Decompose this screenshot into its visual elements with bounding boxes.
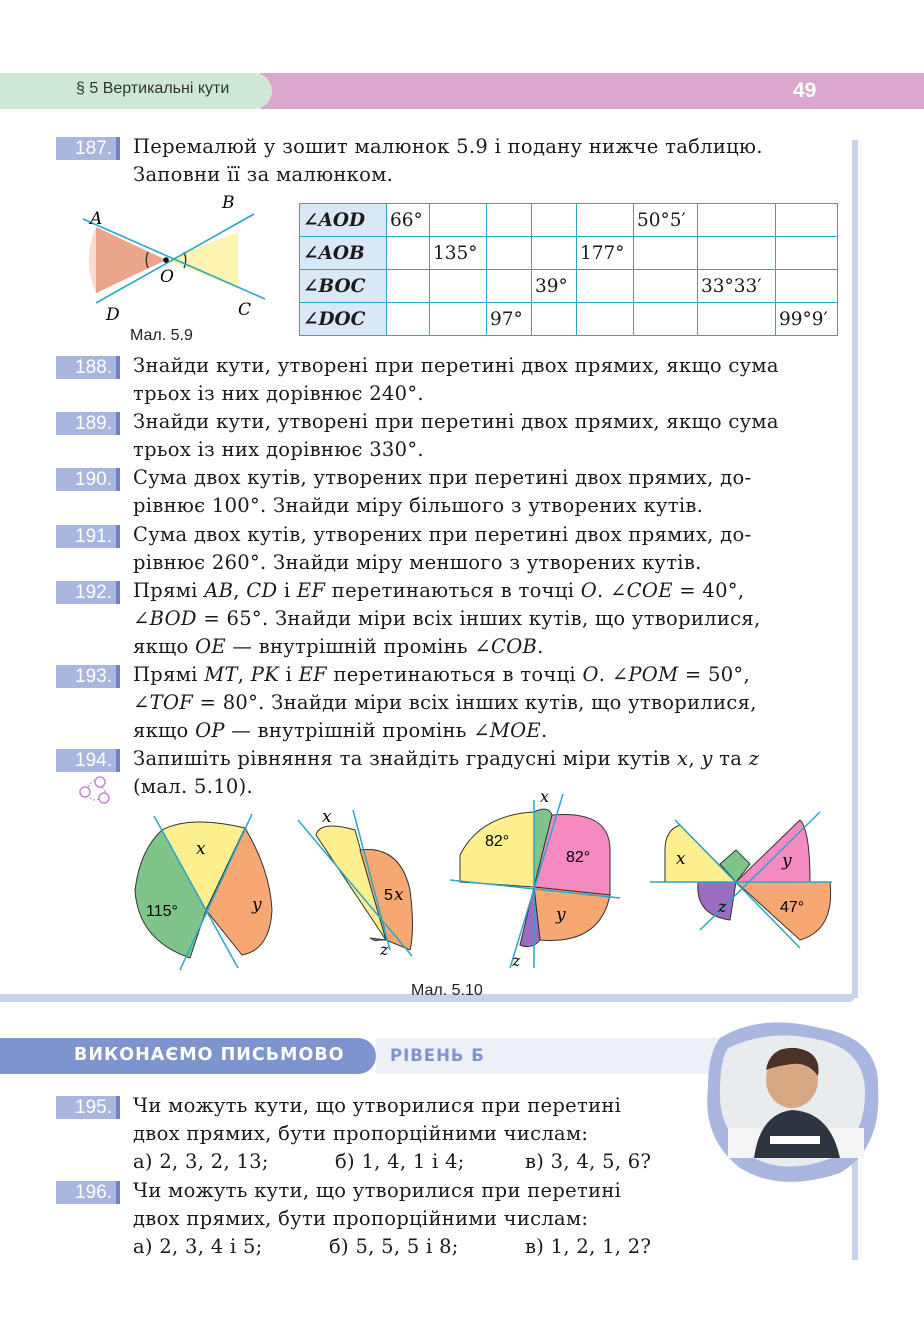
svg-text:z: z xyxy=(380,940,389,959)
angle-aod-glow xyxy=(89,227,166,293)
table-cell xyxy=(577,204,634,237)
svg-text:x: x xyxy=(540,790,550,806)
table-row xyxy=(300,204,838,237)
exercise-195-text: Чи можуть кути, що утворилися при перетині двох прямих, бути пропорційними числам: а) 2, 3, 2, 13; б) 1, 4, 1 і 4; в) 3, 4, 5, 6? xyxy=(133,1094,652,1173)
svg-text:115°: 115° xyxy=(146,903,178,920)
table-cell: 33°33′ xyxy=(698,270,776,303)
table-cell xyxy=(698,303,776,336)
exercise-192-text: Прямі AB, CD і EF перетинаються в точці O. ∠COE = 40°, ∠BOD = 65°. Знайди міри всіх інших кутів, що утворилися, якщо OE — внутрішній промінь ∠COB. xyxy=(133,579,761,658)
svg-text:47°: 47° xyxy=(780,899,805,916)
table-cell xyxy=(430,204,487,237)
figure-caption: Мал. 5.9 xyxy=(130,327,193,344)
table-cell xyxy=(430,303,487,336)
point-o xyxy=(163,257,169,263)
exercise-number: 188. xyxy=(56,356,120,379)
exercise-number: 195. xyxy=(56,1096,120,1119)
angles-table xyxy=(299,203,838,336)
group-work-icon xyxy=(76,774,114,806)
exercise-191-text: Сума двох кутів, утворених при перетині двох прямих, до- рівнює 260°. Знайди міру меншого з утворених кутів. xyxy=(133,523,752,574)
table-cell xyxy=(387,237,430,270)
section-title: ВИКОНАЄМО ПИСЬМОВО xyxy=(74,1045,345,1065)
exercise-number: 192. xyxy=(56,581,120,604)
table-cell xyxy=(387,303,430,336)
exercise-190-text: Сума двох кутів, утворених при перетині двох прямих, до- рівнює 100°. Знайди міру більшого з утворених кутів. xyxy=(133,466,752,517)
figure-5-10 xyxy=(120,790,840,980)
svg-text:y: y xyxy=(556,905,566,925)
figure-5-9 xyxy=(78,192,278,327)
svg-text:5: 5 xyxy=(384,887,393,904)
label-a: A xyxy=(90,209,103,229)
table-cell: 177° xyxy=(577,237,634,270)
table-cell xyxy=(532,303,577,336)
label-b: B xyxy=(222,193,235,213)
table-cell xyxy=(487,237,532,270)
frame-right xyxy=(852,140,858,998)
table-cell: 66° xyxy=(387,204,430,237)
table-cell xyxy=(487,204,532,237)
table-cell: ∠DOC xyxy=(300,303,387,336)
table-cell: 39° xyxy=(532,270,577,303)
page-number: 49 xyxy=(793,79,817,102)
svg-text:y: y xyxy=(782,851,792,871)
table-cell: 97° xyxy=(487,303,532,336)
table-cell xyxy=(577,303,634,336)
label-o: O xyxy=(160,267,174,287)
svg-text:82°: 82° xyxy=(566,849,591,866)
table-cell: 99°9′ xyxy=(776,303,838,336)
table-cell: ∠AOD xyxy=(300,204,387,237)
table-cell: 135° xyxy=(430,237,487,270)
table-cell xyxy=(532,204,577,237)
svg-text:x: x xyxy=(322,807,332,827)
section-title: § 5 Вертикальні кути xyxy=(76,80,230,97)
student-photo xyxy=(700,1018,882,1186)
table-cell xyxy=(634,237,698,270)
table-cell xyxy=(387,270,430,303)
level-title: РІВЕНЬ Б xyxy=(390,1046,485,1065)
svg-text:z: z xyxy=(512,951,521,970)
svg-text:x: x xyxy=(394,885,404,905)
exercise-number: 191. xyxy=(56,525,120,548)
figure-5-10-a xyxy=(135,814,272,970)
figure-5-10-b xyxy=(298,807,413,959)
exercise-193-text: Прямі MT, PK і EF перетинаються в точці O. ∠POM = 50°, ∠TOF = 80°. Знайди міри всіх інших кутів, що утворилися, якщо OP — внутрішній промінь ∠MOE. xyxy=(133,663,757,742)
exercise-188-text: Знайди кути, утворені при перетині двох прямих, якщо сума трьох із них дорівнює 240°. xyxy=(133,354,779,405)
figure-5-10-c xyxy=(450,790,620,970)
table-cell xyxy=(532,237,577,270)
table-row xyxy=(300,270,838,303)
table-cell xyxy=(577,270,634,303)
table-cell xyxy=(634,270,698,303)
table-cell: 50°5′ xyxy=(634,204,698,237)
table-row xyxy=(300,237,838,270)
exercise-number: 194. xyxy=(56,749,120,772)
table-cell xyxy=(776,270,838,303)
exercise-number: 187. xyxy=(56,137,120,160)
table-cell xyxy=(698,204,776,237)
exercise-number: 189. xyxy=(56,412,120,435)
label-d: D xyxy=(106,305,120,325)
figure-5-10-d xyxy=(650,812,832,948)
exercise-number: 196. xyxy=(56,1181,120,1204)
table-cell xyxy=(776,204,838,237)
svg-text:y: y xyxy=(252,895,262,915)
svg-text:x: x xyxy=(196,839,206,859)
svg-text:x: x xyxy=(676,849,686,869)
table-cell xyxy=(487,270,532,303)
header-bar xyxy=(260,73,924,109)
table-cell xyxy=(634,303,698,336)
exercise-number: 190. xyxy=(56,468,120,491)
table-row xyxy=(300,303,838,336)
exercise-187-text: Перемалюй у зошит малюнок 5.9 і подану нижче таблицю. Заповни її за малюнком. xyxy=(133,135,763,186)
exercise-number: 193. xyxy=(56,665,120,688)
exercise-196-text: Чи можуть кути, що утворилися при перетині двох прямих, бути пропорційними числам: а) 2, 3, 4 і 5; б) 5, 5, 5 і 8; в) 1, 2, 1, 2? xyxy=(133,1179,652,1258)
table-cell xyxy=(698,237,776,270)
table-cell xyxy=(776,237,838,270)
svg-text:z: z xyxy=(718,897,727,916)
label-c: C xyxy=(238,300,252,320)
exercise-189-text: Знайди кути, утворені при перетині двох прямих, якщо сума трьох із них дорівнює 330°. xyxy=(133,410,779,461)
table-cell: ∠BOC xyxy=(300,270,387,303)
exercise-194-text: Запишіть рівняння та знайдіть градусні міри кутів x, y та z (мал. 5.10). xyxy=(133,747,760,798)
figure-caption: Мал. 5.10 xyxy=(411,982,483,999)
table-cell: ∠AOB xyxy=(300,237,387,270)
svg-text:82°: 82° xyxy=(485,833,510,850)
table-cell xyxy=(430,270,487,303)
